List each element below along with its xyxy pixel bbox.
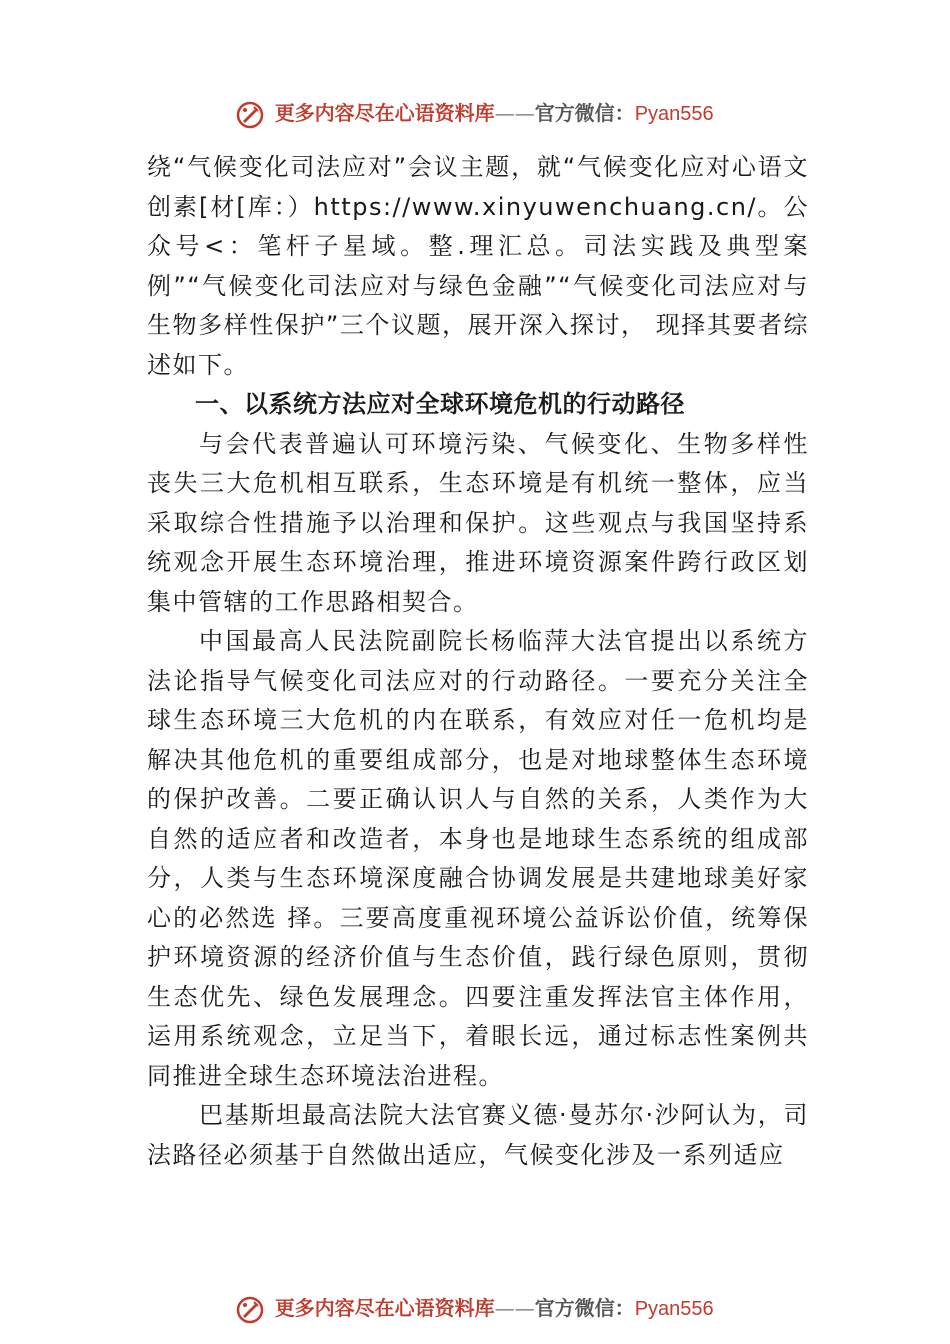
- footer-banner: [0, 1293, 950, 1324]
- paragraph-1: 绕“气候变化司法应对”会议主题，就“气候变化应对心语文创素[材[库：）https://www.xinyuwenchuang.cn/。公众号<：笔杆子星域。整.理汇总。司法实践及典型案例”“气候变化司法应对与绿色金融”“气候变化司法应对与生物多样性保护”三个议题，展开深入探讨， 现择其要者综述如下。: [147, 153, 809, 379]
- paragraph-3: 中国最高人民法院副院长杨临萍大法官提出以系统方法论指导气候变化司法应对的行动路径。一要充分关注全球生态环境三大危机的内在联系，有效应对任一危机均是解决其他危机的重要组成部分，也是对地球整体生态环境的保护改善。二要正确认识人与自然的关系，人类作为大自然的适应者和改造者，本身也是地球生态系统的组成部分，人类与生态环境深度融合协调发展是共建地球美好家心的必然选 择。三要高度重视环境公益诉讼价值，统筹保护环境资源的经济价值与生态价值，践行绿色原则，贯彻生态优先、绿色发展理念。四要注重发挥法官主体作用，运用系统观念，立足当下，着眼长远，通过标志性案例共同推进全球生态环境法治进程。: [147, 627, 809, 1090]
- footer-wechat-label: 官方微信：: [534, 1296, 635, 1320]
- header-wechat-label: 官方微信：: [534, 101, 635, 125]
- paragraph-4: 巴基斯坦最高法院大法官赛义德·曼苏尔·沙阿认为，司法路径必须基于自然做出适应，气候变化涉及一系列适应: [147, 1101, 809, 1169]
- header-banner: [0, 98, 950, 129]
- header-brand: 更多内容尽在心语资料库: [274, 101, 495, 125]
- footer-separator: ——: [494, 1296, 535, 1320]
- red-circle-logo-icon: [236, 101, 264, 129]
- header-wechat-id: Pyan556: [634, 103, 714, 125]
- footer-brand: 更多内容尽在心语资料库: [274, 1296, 495, 1320]
- section-heading-1: 一、以系统方法应对全球环境危机的行动路径: [195, 390, 685, 418]
- document-body: [147, 148, 809, 1175]
- red-circle-logo-icon: [236, 1296, 264, 1324]
- footer-wechat-id: Pyan556: [634, 1298, 714, 1320]
- header-separator: ——: [494, 101, 535, 125]
- paragraph-2: 与会代表普遍认可环境污染、气候变化、生物多样性丧失三大危机相互联系，生态环境是有机统一整体，应当采取综合性措施予以治理和保护。这些观点与我国坚持系统观念开展生态环境治理，推进环境资源案件跨行政区划集中管辖的工作思路相契合。: [147, 429, 809, 616]
